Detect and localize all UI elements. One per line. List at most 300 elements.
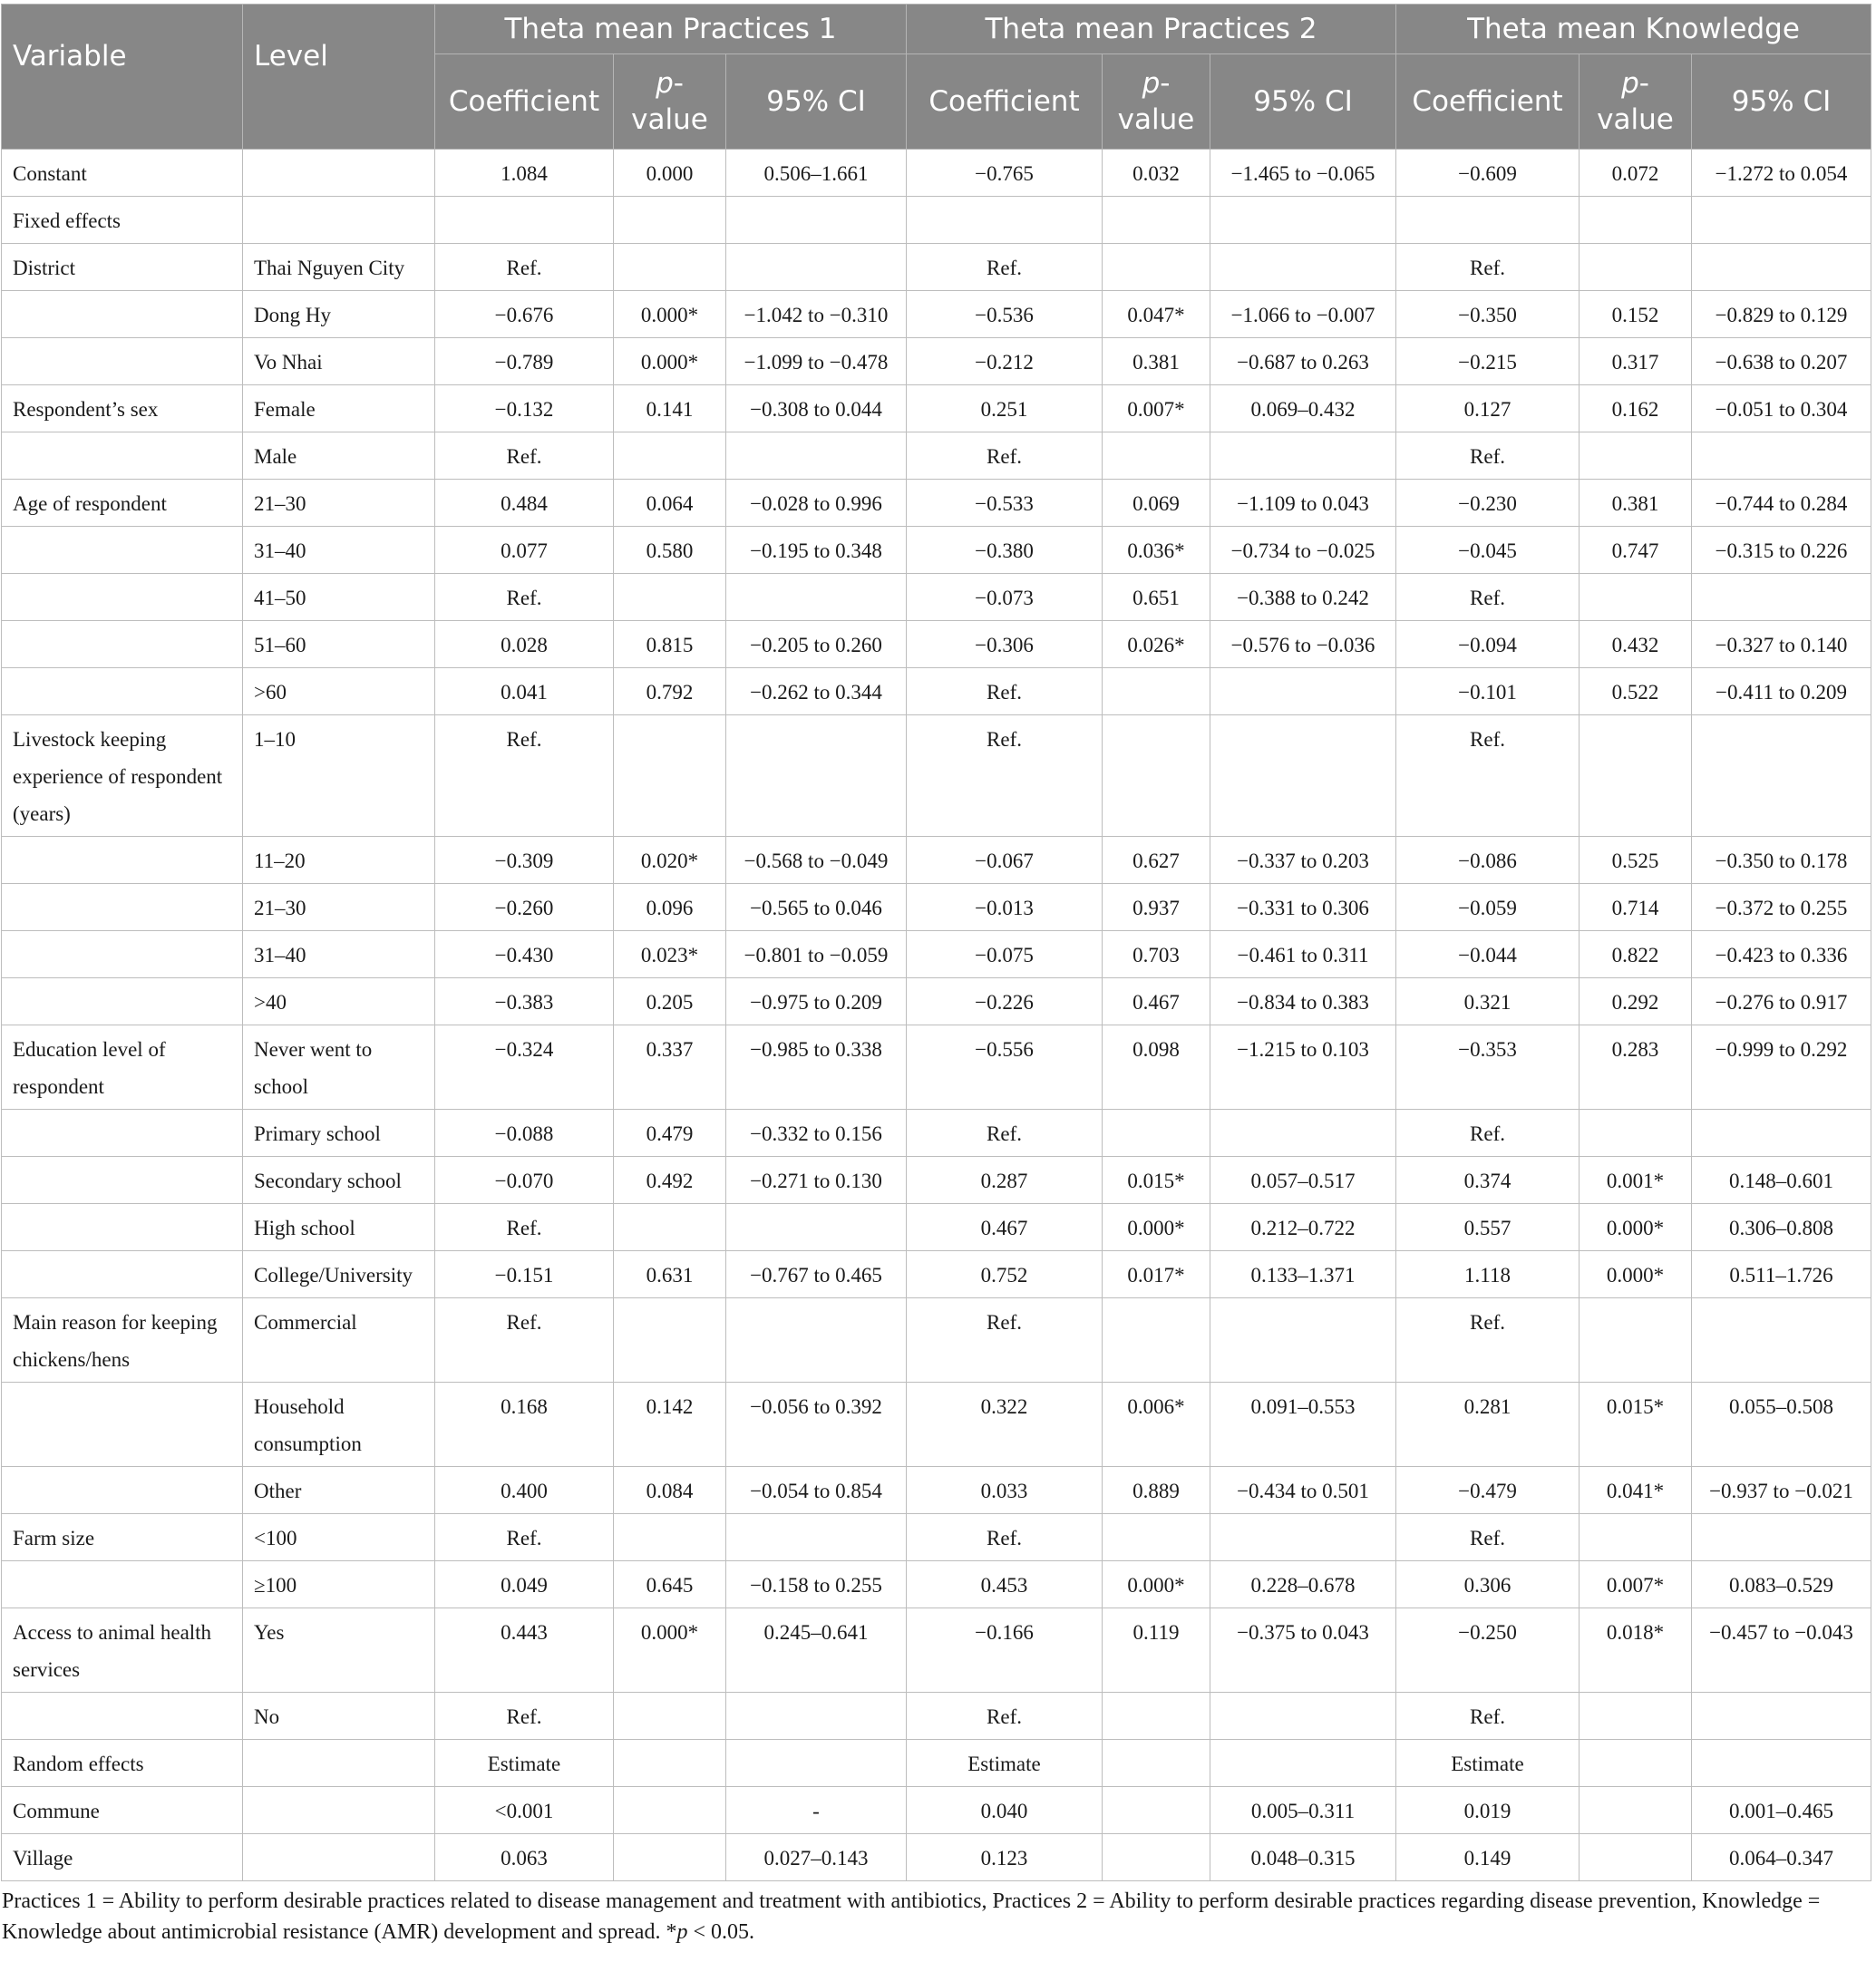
cell-pvalue-know: 0.381: [1580, 480, 1692, 527]
cell-ci-know: −0.372 to 0.255: [1692, 884, 1871, 931]
cell-variable: [2, 1157, 243, 1204]
cell-pvalue-know: [1580, 715, 1692, 837]
cell-variable: [2, 621, 243, 668]
cell-ci-p2: 0.228–0.678: [1210, 1561, 1396, 1608]
cell-coef-p2: −0.306: [907, 621, 1103, 668]
cell-ci-p2: −1.109 to 0.043: [1210, 480, 1396, 527]
cell-ci-know: −0.411 to 0.209: [1692, 668, 1871, 715]
header-coefficient: Coefficient: [907, 54, 1103, 150]
cell-ci-know: −0.350 to 0.178: [1692, 837, 1871, 884]
cell-coef-p2: 0.467: [907, 1204, 1103, 1251]
cell-variable: District: [2, 244, 243, 291]
cell-pvalue-p1: [614, 1298, 726, 1383]
cell-pvalue-p1: 0.020*: [614, 837, 726, 884]
cell-coef-know: 0.281: [1396, 1383, 1580, 1467]
cell-ci-p2: [1210, 1298, 1396, 1383]
regression-table: [1, 4, 1871, 1881]
cell-ci-p2: −0.461 to 0.311: [1210, 931, 1396, 978]
cell-variable: Random effects: [2, 1740, 243, 1787]
cell-variable: [2, 837, 243, 884]
cell-ci-p2: −0.375 to 0.043: [1210, 1608, 1396, 1693]
table-row: [2, 1467, 1871, 1514]
cell-pvalue-p2: [1103, 1514, 1210, 1561]
cell-level: No: [243, 1693, 435, 1740]
cell-coef-know: 1.118: [1396, 1251, 1580, 1298]
cell-ci-know: 0.055–0.508: [1692, 1383, 1871, 1467]
cell-pvalue-know: 0.525: [1580, 837, 1692, 884]
cell-pvalue-know: [1580, 1110, 1692, 1157]
cell-coef-p2: Estimate: [907, 1740, 1103, 1787]
cell-pvalue-p1: [614, 432, 726, 480]
cell-coef-p1: 0.049: [435, 1561, 614, 1608]
cell-ci-know: [1692, 432, 1871, 480]
cell-coef-p1: −0.383: [435, 978, 614, 1025]
cell-pvalue-p2: 0.047*: [1103, 291, 1210, 338]
cell-coef-p2: Ref.: [907, 1110, 1103, 1157]
cell-ci-p1: 0.245–0.641: [726, 1608, 907, 1693]
cell-level: ≥100: [243, 1561, 435, 1608]
cell-ci-know: −0.744 to 0.284: [1692, 480, 1871, 527]
cell-ci-p1: -: [726, 1787, 907, 1834]
cell-coef-p2: −0.067: [907, 837, 1103, 884]
cell-pvalue-know: [1580, 1787, 1692, 1834]
cell-coef-know: −0.479: [1396, 1467, 1580, 1514]
cell-pvalue-know: [1580, 1693, 1692, 1740]
cell-pvalue-p1: [614, 715, 726, 837]
cell-pvalue-p1: 0.000*: [614, 1608, 726, 1693]
cell-pvalue-p1: [614, 1204, 726, 1251]
cell-coef-know: 0.019: [1396, 1787, 1580, 1834]
cell-level: [243, 1787, 435, 1834]
cell-variable: Education level of respondent: [2, 1025, 243, 1110]
cell-ci-p1: −0.308 to 0.044: [726, 385, 907, 432]
cell-pvalue-p2: 0.017*: [1103, 1251, 1210, 1298]
table-row: [2, 1608, 1871, 1693]
header-ci: 95% CI: [726, 54, 907, 150]
table-header: [2, 5, 1871, 150]
cell-coef-p2: 0.123: [907, 1834, 1103, 1881]
table-row: [2, 884, 1871, 931]
table-row: [2, 338, 1871, 385]
cell-pvalue-p1: 0.337: [614, 1025, 726, 1110]
cell-ci-know: −1.272 to 0.054: [1692, 150, 1871, 197]
cell-coef-p1: −0.676: [435, 291, 614, 338]
cell-coef-p2: −0.075: [907, 931, 1103, 978]
cell-pvalue-know: [1580, 1740, 1692, 1787]
cell-level: Vo Nhai: [243, 338, 435, 385]
cell-pvalue-know: 0.072: [1580, 150, 1692, 197]
header-group-practices-1: Theta mean Practices 1: [435, 5, 907, 54]
cell-ci-know: −0.638 to 0.207: [1692, 338, 1871, 385]
cell-ci-p1: −0.028 to 0.996: [726, 480, 907, 527]
cell-coef-know: 0.149: [1396, 1834, 1580, 1881]
cell-ci-p2: [1210, 1693, 1396, 1740]
cell-coef-p1: 0.077: [435, 527, 614, 574]
cell-pvalue-p1: 0.142: [614, 1383, 726, 1467]
cell-ci-p1: 0.027–0.143: [726, 1834, 907, 1881]
table-row: [2, 668, 1871, 715]
header-level: Level: [243, 5, 435, 150]
cell-ci-know: 0.083–0.529: [1692, 1561, 1871, 1608]
cell-coef-know: Ref.: [1396, 244, 1580, 291]
cell-coef-p1: Estimate: [435, 1740, 614, 1787]
cell-ci-p2: −1.066 to −0.007: [1210, 291, 1396, 338]
cell-pvalue-p1: 0.096: [614, 884, 726, 931]
cell-coef-know: −0.045: [1396, 527, 1580, 574]
cell-ci-p2: −1.465 to −0.065: [1210, 150, 1396, 197]
cell-ci-p2: −1.215 to 0.103: [1210, 1025, 1396, 1110]
cell-ci-know: [1692, 715, 1871, 837]
cell-coef-p2: 0.322: [907, 1383, 1103, 1467]
cell-ci-know: 0.306–0.808: [1692, 1204, 1871, 1251]
cell-pvalue-know: 0.747: [1580, 527, 1692, 574]
table-row: [2, 1383, 1871, 1467]
cell-variable: [2, 291, 243, 338]
header-variable: Variable: [2, 5, 243, 150]
cell-ci-know: 0.148–0.601: [1692, 1157, 1871, 1204]
cell-ci-p1: 0.506–1.661: [726, 150, 907, 197]
cell-pvalue-p1: 0.580: [614, 527, 726, 574]
cell-coef-know: −0.044: [1396, 931, 1580, 978]
cell-ci-p1: −0.195 to 0.348: [726, 527, 907, 574]
cell-coef-p1: Ref.: [435, 244, 614, 291]
table-row: [2, 574, 1871, 621]
cell-ci-know: −0.327 to 0.140: [1692, 621, 1871, 668]
cell-level: 21–30: [243, 884, 435, 931]
cell-coef-p1: 0.063: [435, 1834, 614, 1881]
cell-coef-know: Estimate: [1396, 1740, 1580, 1787]
cell-pvalue-know: 0.000*: [1580, 1204, 1692, 1251]
cell-coef-p2: Ref.: [907, 1298, 1103, 1383]
cell-level: [243, 150, 435, 197]
cell-ci-know: [1692, 574, 1871, 621]
cell-ci-p1: −0.568 to −0.049: [726, 837, 907, 884]
cell-ci-p1: [726, 1740, 907, 1787]
table-row: [2, 1740, 1871, 1787]
cell-pvalue-know: [1580, 574, 1692, 621]
cell-ci-p2: −0.734 to −0.025: [1210, 527, 1396, 574]
cell-coef-p1: −0.070: [435, 1157, 614, 1204]
cell-coef-p2: −0.765: [907, 150, 1103, 197]
cell-pvalue-p1: [614, 1834, 726, 1881]
cell-pvalue-know: [1580, 1514, 1692, 1561]
cell-ci-know: −0.315 to 0.226: [1692, 527, 1871, 574]
cell-pvalue-know: 0.007*: [1580, 1561, 1692, 1608]
cell-pvalue-p2: 0.006*: [1103, 1383, 1210, 1467]
cell-coef-p1: Ref.: [435, 1693, 614, 1740]
table-row: [2, 1110, 1871, 1157]
cell-ci-p1: [726, 1514, 907, 1561]
cell-coef-p2: 0.287: [907, 1157, 1103, 1204]
cell-coef-p1: 0.041: [435, 668, 614, 715]
cell-level: 1–10: [243, 715, 435, 837]
cell-coef-p2: −0.533: [907, 480, 1103, 527]
cell-ci-know: [1692, 197, 1871, 244]
header-coefficient: Coefficient: [435, 54, 614, 150]
cell-pvalue-know: [1580, 1298, 1692, 1383]
cell-pvalue-p2: 0.007*: [1103, 385, 1210, 432]
cell-coef-know: Ref.: [1396, 715, 1580, 837]
cell-pvalue-p1: [614, 1787, 726, 1834]
cell-level: Thai Nguyen City: [243, 244, 435, 291]
table-row: [2, 1561, 1871, 1608]
cell-pvalue-p2: [1103, 1693, 1210, 1740]
cell-pvalue-p2: [1103, 244, 1210, 291]
cell-ci-know: [1692, 244, 1871, 291]
table-row: [2, 1025, 1871, 1110]
cell-level: 11–20: [243, 837, 435, 884]
cell-ci-p1: [726, 244, 907, 291]
cell-coef-p2: 0.752: [907, 1251, 1103, 1298]
cell-ci-know: −0.937 to −0.021: [1692, 1467, 1871, 1514]
cell-variable: Respondent’s sex: [2, 385, 243, 432]
cell-ci-p1: −1.042 to −0.310: [726, 291, 907, 338]
cell-coef-p2: −0.212: [907, 338, 1103, 385]
table-row: [2, 527, 1871, 574]
cell-coef-know: −0.230: [1396, 480, 1580, 527]
cell-level: [243, 1740, 435, 1787]
cell-variable: [2, 527, 243, 574]
cell-coef-know: Ref.: [1396, 1298, 1580, 1383]
cell-pvalue-p2: 0.098: [1103, 1025, 1210, 1110]
cell-ci-know: [1692, 1514, 1871, 1561]
cell-ci-p1: −0.801 to −0.059: [726, 931, 907, 978]
cell-ci-p2: 0.091–0.553: [1210, 1383, 1396, 1467]
cell-coef-p2: Ref.: [907, 432, 1103, 480]
cell-level: 31–40: [243, 931, 435, 978]
cell-level: 51–60: [243, 621, 435, 668]
cell-pvalue-p1: 0.815: [614, 621, 726, 668]
cell-coef-p1: Ref.: [435, 574, 614, 621]
cell-variable: [2, 1561, 243, 1608]
cell-ci-p1: −0.985 to 0.338: [726, 1025, 907, 1110]
cell-ci-p2: 0.069–0.432: [1210, 385, 1396, 432]
cell-coef-know: [1396, 197, 1580, 244]
cell-pvalue-p1: [614, 197, 726, 244]
cell-pvalue-p2: 0.467: [1103, 978, 1210, 1025]
cell-level: Other: [243, 1467, 435, 1514]
cell-coef-know: Ref.: [1396, 432, 1580, 480]
cell-ci-p1: [726, 1204, 907, 1251]
cell-pvalue-p1: [614, 1514, 726, 1561]
cell-coef-p2: [907, 197, 1103, 244]
cell-ci-p1: −0.262 to 0.344: [726, 668, 907, 715]
cell-pvalue-p1: 0.000*: [614, 338, 726, 385]
cell-level: 21–30: [243, 480, 435, 527]
table-row: [2, 480, 1871, 527]
table-row: [2, 978, 1871, 1025]
cell-coef-p1: −0.324: [435, 1025, 614, 1110]
cell-ci-p1: −0.767 to 0.465: [726, 1251, 907, 1298]
table-row: [2, 1834, 1871, 1881]
cell-coef-p2: Ref.: [907, 715, 1103, 837]
cell-ci-know: [1692, 1740, 1871, 1787]
cell-coef-know: −0.215: [1396, 338, 1580, 385]
cell-variable: Commune: [2, 1787, 243, 1834]
cell-level: Household consumption: [243, 1383, 435, 1467]
header-p-value: p-value: [1580, 54, 1692, 150]
cell-level: Female: [243, 385, 435, 432]
header-ci: 95% CI: [1210, 54, 1396, 150]
cell-pvalue-p1: 0.000: [614, 150, 726, 197]
cell-coef-p1: Ref.: [435, 1514, 614, 1561]
cell-coef-p1: 0.484: [435, 480, 614, 527]
cell-pvalue-p1: [614, 1740, 726, 1787]
cell-coef-p2: 0.033: [907, 1467, 1103, 1514]
cell-pvalue-know: 0.000*: [1580, 1251, 1692, 1298]
header-group-knowledge: Theta mean Knowledge: [1396, 5, 1871, 54]
cell-ci-p2: 0.005–0.311: [1210, 1787, 1396, 1834]
cell-variable: [2, 931, 243, 978]
cell-level: [243, 1834, 435, 1881]
table-row: [2, 1251, 1871, 1298]
cell-ci-p2: [1210, 244, 1396, 291]
cell-coef-p1: −0.789: [435, 338, 614, 385]
cell-ci-p2: [1210, 432, 1396, 480]
table-row: [2, 621, 1871, 668]
cell-pvalue-p2: 0.937: [1103, 884, 1210, 931]
cell-pvalue-know: 0.432: [1580, 621, 1692, 668]
cell-variable: [2, 978, 243, 1025]
cell-pvalue-know: [1580, 1834, 1692, 1881]
cell-pvalue-p2: 0.069: [1103, 480, 1210, 527]
table-row: [2, 715, 1871, 837]
cell-coef-p1: <0.001: [435, 1787, 614, 1834]
footnote-text: Practices 1 = Ability to perform desirable practices related to disease management and treatment with antibiotics, Practices 2 = Ability to perform desirable practices regarding disease prevention, Knowledge = Knowledge about antimicrobial resistance (AMR) development and spread. *: [2, 1889, 1821, 1944]
cell-coef-know: Ref.: [1396, 1514, 1580, 1561]
cell-level: Primary school: [243, 1110, 435, 1157]
cell-coef-p2: Ref.: [907, 1693, 1103, 1740]
cell-coef-p1: Ref.: [435, 1204, 614, 1251]
cell-ci-know: [1692, 1298, 1871, 1383]
cell-pvalue-p2: 0.000*: [1103, 1204, 1210, 1251]
cell-ci-p1: −0.054 to 0.854: [726, 1467, 907, 1514]
cell-pvalue-know: 0.001*: [1580, 1157, 1692, 1204]
cell-coef-p1: 0.443: [435, 1608, 614, 1693]
table-row: [2, 1693, 1871, 1740]
cell-pvalue-p2: 0.651: [1103, 574, 1210, 621]
header-p-value: p-value: [1103, 54, 1210, 150]
cell-coef-know: −0.086: [1396, 837, 1580, 884]
cell-variable: Constant: [2, 150, 243, 197]
cell-coef-p1: −0.088: [435, 1110, 614, 1157]
cell-coef-p1: Ref.: [435, 1298, 614, 1383]
cell-coef-p1: Ref.: [435, 715, 614, 837]
cell-coef-p2: 0.453: [907, 1561, 1103, 1608]
cell-ci-p1: −0.158 to 0.255: [726, 1561, 907, 1608]
header-coefficient: Coefficient: [1396, 54, 1580, 150]
cell-ci-know: 0.511–1.726: [1692, 1251, 1871, 1298]
header-ci: 95% CI: [1692, 54, 1871, 150]
cell-level: 31–40: [243, 527, 435, 574]
cell-pvalue-p2: [1103, 1834, 1210, 1881]
cell-coef-p2: −0.166: [907, 1608, 1103, 1693]
footnote-p-letter: p: [676, 1920, 688, 1944]
cell-ci-know: [1692, 1110, 1871, 1157]
cell-coef-p2: −0.556: [907, 1025, 1103, 1110]
cell-level: Male: [243, 432, 435, 480]
cell-coef-p1: −0.132: [435, 385, 614, 432]
cell-level: [243, 197, 435, 244]
cell-pvalue-p1: 0.479: [614, 1110, 726, 1157]
cell-level: 41–50: [243, 574, 435, 621]
cell-coef-know: 0.374: [1396, 1157, 1580, 1204]
cell-coef-know: 0.306: [1396, 1561, 1580, 1608]
cell-level: Never went to school: [243, 1025, 435, 1110]
cell-ci-p2: [1210, 715, 1396, 837]
cell-variable: Village: [2, 1834, 243, 1881]
cell-variable: [2, 1251, 243, 1298]
cell-pvalue-know: 0.162: [1580, 385, 1692, 432]
cell-coef-know: −0.609: [1396, 150, 1580, 197]
cell-coef-know: −0.250: [1396, 1608, 1580, 1693]
cell-pvalue-p1: 0.084: [614, 1467, 726, 1514]
cell-ci-know: [1692, 1693, 1871, 1740]
cell-pvalue-p2: 0.627: [1103, 837, 1210, 884]
cell-coef-p2: −0.536: [907, 291, 1103, 338]
cell-pvalue-p2: 0.889: [1103, 1467, 1210, 1514]
cell-ci-p2: −0.434 to 0.501: [1210, 1467, 1396, 1514]
cell-ci-p1: [726, 574, 907, 621]
cell-ci-p2: −0.337 to 0.203: [1210, 837, 1396, 884]
cell-variable: Main reason for keeping chickens/hens: [2, 1298, 243, 1383]
cell-level: High school: [243, 1204, 435, 1251]
cell-pvalue-know: [1580, 197, 1692, 244]
cell-coef-p2: −0.013: [907, 884, 1103, 931]
cell-coef-p2: −0.073: [907, 574, 1103, 621]
table-row: [2, 1787, 1871, 1834]
cell-pvalue-p1: 0.023*: [614, 931, 726, 978]
cell-coef-know: −0.094: [1396, 621, 1580, 668]
cell-ci-p2: [1210, 1514, 1396, 1561]
cell-coef-know: Ref.: [1396, 1693, 1580, 1740]
cell-pvalue-p2: [1103, 1740, 1210, 1787]
cell-ci-p2: −0.331 to 0.306: [1210, 884, 1396, 931]
cell-ci-p1: −0.205 to 0.260: [726, 621, 907, 668]
cell-ci-p2: 0.057–0.517: [1210, 1157, 1396, 1204]
cell-coef-p1: −0.309: [435, 837, 614, 884]
cell-pvalue-p1: 0.492: [614, 1157, 726, 1204]
cell-coef-know: Ref.: [1396, 1110, 1580, 1157]
cell-variable: [2, 668, 243, 715]
cell-ci-p2: [1210, 668, 1396, 715]
cell-pvalue-p1: 0.000*: [614, 291, 726, 338]
cell-level: College/University: [243, 1251, 435, 1298]
header-group-practices-2: Theta mean Practices 2: [907, 5, 1396, 54]
cell-ci-know: −0.051 to 0.304: [1692, 385, 1871, 432]
cell-ci-p1: [726, 432, 907, 480]
cell-variable: Fixed effects: [2, 197, 243, 244]
cell-ci-know: −0.423 to 0.336: [1692, 931, 1871, 978]
cell-ci-p1: [726, 1693, 907, 1740]
cell-ci-p1: [726, 197, 907, 244]
cell-ci-know: −0.457 to −0.043: [1692, 1608, 1871, 1693]
table-row: [2, 931, 1871, 978]
cell-ci-p1: [726, 715, 907, 837]
table-row: [2, 291, 1871, 338]
cell-pvalue-p2: 0.032: [1103, 150, 1210, 197]
cell-ci-p2: 0.212–0.722: [1210, 1204, 1396, 1251]
table-row: [2, 1298, 1871, 1383]
cell-variable: [2, 574, 243, 621]
cell-ci-p2: 0.133–1.371: [1210, 1251, 1396, 1298]
cell-pvalue-know: 0.822: [1580, 931, 1692, 978]
cell-pvalue-p2: 0.000*: [1103, 1561, 1210, 1608]
cell-pvalue-p2: 0.026*: [1103, 621, 1210, 668]
cell-pvalue-p2: 0.381: [1103, 338, 1210, 385]
cell-ci-p1: −0.056 to 0.392: [726, 1383, 907, 1467]
cell-ci-p2: [1210, 197, 1396, 244]
